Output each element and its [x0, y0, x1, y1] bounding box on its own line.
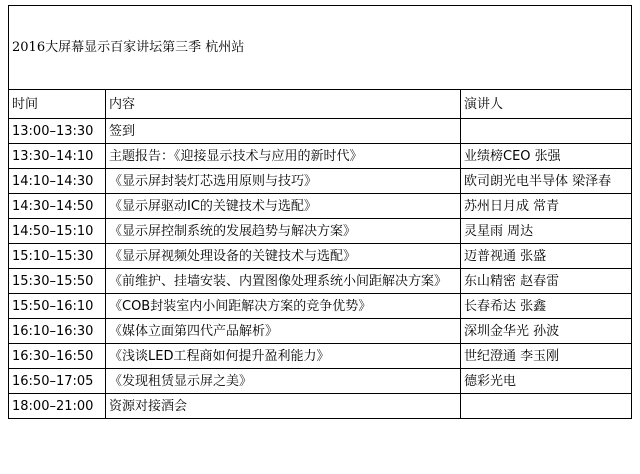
speaker-cell: 德彩光电 — [461, 369, 632, 394]
time-cell: 18:00–21:00 — [9, 394, 106, 419]
content-cell: 《发现租赁显示屏之美》 — [106, 369, 461, 394]
speaker-cell: 迈普视通 张盛 — [461, 244, 632, 269]
table-row — [9, 394, 632, 419]
table-row — [9, 144, 632, 169]
speaker-cell: 灵星雨 周达 — [461, 219, 632, 244]
table-row — [9, 269, 632, 294]
schedule-table — [8, 5, 632, 419]
time-cell: 14:30–14:50 — [9, 194, 106, 219]
content-cell: 《媒体立面第四代产品解析》 — [106, 319, 461, 344]
table-row — [9, 369, 632, 394]
time-cell: 16:50–17:05 — [9, 369, 106, 394]
table-row — [9, 319, 632, 344]
table-row — [9, 169, 632, 194]
speaker-cell: 深圳金华光 孙波 — [461, 319, 632, 344]
time-cell: 15:50–16:10 — [9, 294, 106, 319]
content-cell: 《浅谈LED工程商如何提升盈利能力》 — [106, 344, 461, 369]
header-content: 内容 — [106, 90, 461, 119]
header-time: 时间 — [9, 90, 106, 119]
content-cell: 《显示屏视频处理设备的关键技术与选配》 — [106, 244, 461, 269]
time-cell: 14:10–14:30 — [9, 169, 106, 194]
speaker-cell — [461, 119, 632, 144]
speaker-cell: 业绩榜CEO 张强 — [461, 144, 632, 169]
speaker-cell: 苏州日月成 常青 — [461, 194, 632, 219]
table-row — [9, 119, 632, 144]
time-cell: 13:00–13:30 — [9, 119, 106, 144]
header-speaker: 演讲人 — [461, 90, 632, 119]
speaker-cell: 世纪澄通 李玉刚 — [461, 344, 632, 369]
content-cell: 《COB封装室内小间距解决方案的竞争优势》 — [106, 294, 461, 319]
speaker-cell — [461, 394, 632, 419]
table-row — [9, 194, 632, 219]
title-row — [9, 6, 632, 90]
content-cell: 资源对接酒会 — [106, 394, 461, 419]
content-cell: 签到 — [106, 119, 461, 144]
content-cell: 主题报告：《迎接显示技术与应用的新时代》 — [106, 144, 461, 169]
table-row — [9, 294, 632, 319]
time-cell: 16:30–16:50 — [9, 344, 106, 369]
table-row — [9, 219, 632, 244]
content-cell: 《显示屏控制系统的发展趋势与解决方案》 — [106, 219, 461, 244]
content-cell: 《显示屏封装灯芯选用原则与技巧》 — [106, 169, 461, 194]
time-cell: 14:50–15:10 — [9, 219, 106, 244]
time-cell: 15:10–15:30 — [9, 244, 106, 269]
content-cell: 《显示屏驱动IC的关键技术与选配》 — [106, 194, 461, 219]
time-cell: 15:30–15:50 — [9, 269, 106, 294]
header-row — [9, 90, 632, 119]
speaker-cell: 东山精密 赵春雷 — [461, 269, 632, 294]
schedule-title: 2016大屏幕显示百家讲坛第三季 杭州站 — [9, 6, 632, 90]
time-cell: 13:30–14:10 — [9, 144, 106, 169]
table-row — [9, 344, 632, 369]
speaker-cell: 长春希达 张鑫 — [461, 294, 632, 319]
content-cell: 《前维护、挂墙安装、内置图像处理系统小间距解决方案》 — [106, 269, 461, 294]
time-cell: 16:10–16:30 — [9, 319, 106, 344]
schedule-body — [9, 6, 632, 419]
speaker-cell: 欧司朗光电半导体 梁泽春 — [461, 169, 632, 194]
table-row — [9, 244, 632, 269]
